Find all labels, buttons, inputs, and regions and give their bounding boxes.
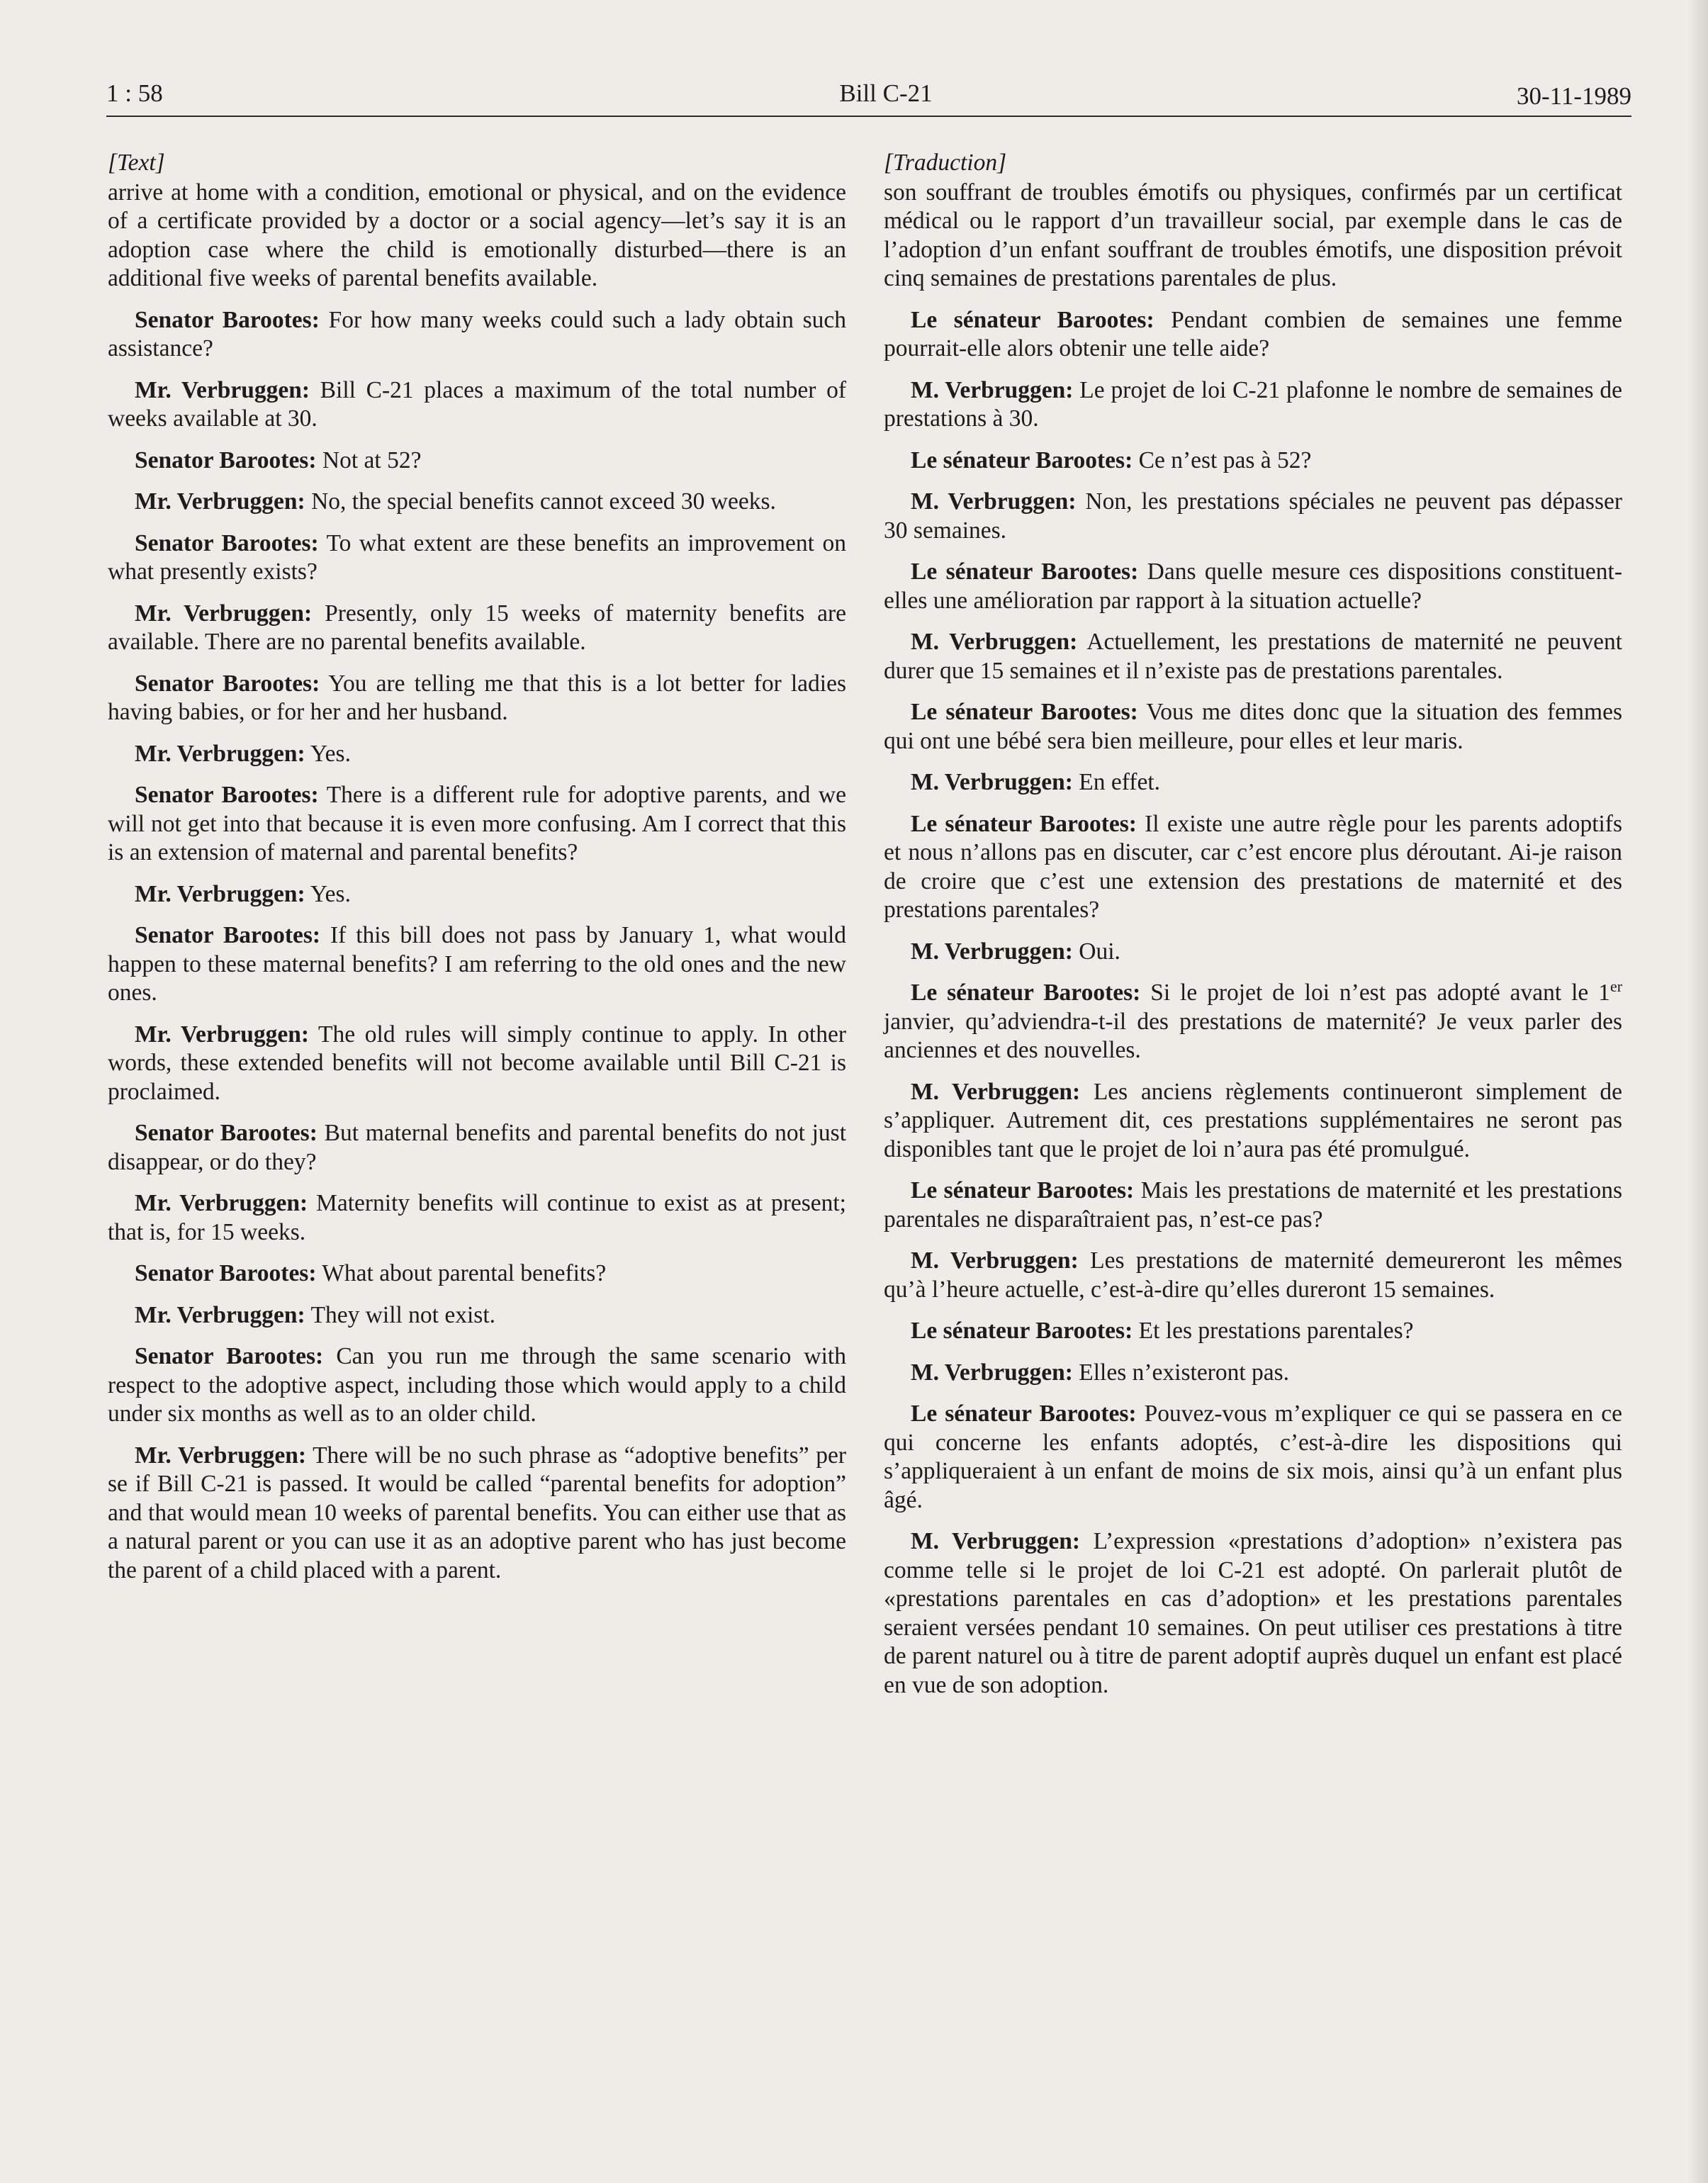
paragraph-text: Ce n’est pas à 52?	[1138, 447, 1312, 473]
transcript-paragraph	[108, 1189, 846, 1247]
transcript-paragraph	[108, 740, 846, 769]
transcript-paragraph	[108, 1301, 846, 1330]
transcript-paragraph	[884, 1359, 1622, 1388]
transcript-paragraph	[108, 781, 846, 868]
paragraph-text: For how many weeks could such a lady obtain such assistance?	[108, 306, 847, 361]
transcript-paragraph	[108, 306, 846, 364]
paragraph-text: If this bill does not pass by January 1, what would happen to these maternal benefits? I am referring to the old ones and the new ones.	[108, 922, 847, 1006]
paragraph-text: Not at 52?	[322, 447, 422, 473]
speaker-name: Mr. Verbruggen:	[135, 1190, 308, 1216]
transcript-paragraph	[884, 1177, 1622, 1234]
speaker-name: M. Verbruggen:	[911, 488, 1077, 515]
transcript-paragraph	[884, 558, 1622, 615]
speaker-name: Senator Barootes:	[135, 670, 320, 697]
paragraph-text: No, the special benefits cannot exceed 30 weeks.	[311, 488, 776, 515]
speaker-name: Senator Barootes:	[135, 1260, 317, 1286]
speaker-name: Le sénateur Barootes:	[911, 559, 1139, 585]
paragraph-text: To what extent are these benefits an improvement on what presently exists?	[108, 529, 846, 585]
speaker-name: Senator Barootes:	[135, 447, 317, 473]
french-column	[884, 149, 1622, 1712]
speaker-name: Mr. Verbruggen:	[135, 600, 313, 627]
speaker-name: Mr. Verbruggen:	[135, 880, 305, 907]
speaker-name: M. Verbruggen:	[911, 1247, 1079, 1274]
paragraph-text-continued: janvier, qu’adviendra-t-il des prestations de maternité? Je veux parler des anciennes et des nouvelles.	[884, 1008, 1622, 1063]
paragraph-text: Le projet de loi C-21 plafonne le nombre de semaines de prestations à 30.	[884, 376, 1623, 432]
paragraph-text: Les anciens règlements continueront simplement de s’appliquer. Autrement dit, ces prestations supplémentaires ne seront pas disponibles tant que le projet de loi n’aura pas été promulgué.	[884, 1078, 1623, 1162]
paragraph-text: The old rules will simply continue to apply. In other words, these extended benefits will not become available until Bill C-21 is proclaimed.	[108, 1021, 846, 1105]
speaker-name: M. Verbruggen:	[911, 629, 1078, 655]
transcript-paragraph	[884, 1247, 1622, 1304]
transcript-paragraph	[884, 938, 1622, 967]
speaker-name: M. Verbruggen:	[911, 1528, 1081, 1554]
paragraph-text: Pouvez-vous m’expliquer ce qui se passera en ce qui concerne les enfants adoptés, c’est-à-dire les dispositions qui s’appliqueraient à un enfant de moins de six mois, ainsi qu’à un enfant plus âgé.	[884, 1401, 1622, 1513]
transcript-paragraph	[108, 1342, 846, 1429]
paragraph-text: Les prestations de maternité demeureront les mêmes qu’à l’heure actuelle, c’est-à-dire qu’elles dureront 15 semaines.	[884, 1247, 1623, 1303]
page-number: 1 : 58	[106, 79, 163, 107]
transcript-paragraph	[884, 376, 1622, 434]
paragraph-text: What about parental benefits?	[322, 1260, 607, 1286]
paragraph-text: Mais les prestations de maternité et les prestations parentales ne disparaîtraient pas, n’est-ce pas?	[884, 1177, 1623, 1233]
paragraph-text: Bill C-21 places a maximum of the total number of weeks available at 30.	[108, 376, 847, 432]
speaker-name: Mr. Verbruggen:	[135, 1021, 309, 1048]
paragraph-text: Presently, only 15 weeks of maternity benefits are available. There are no parental benefits available.	[108, 600, 847, 655]
paragraph-text: They will not exist.	[310, 1301, 496, 1328]
transcript-paragraph	[108, 376, 846, 434]
paragraph-text: Elles n’existeront pas.	[1079, 1359, 1290, 1386]
bill-title: Bill C-21	[839, 79, 933, 107]
transcript-paragraph	[884, 1078, 1622, 1165]
speaker-name: M. Verbruggen:	[911, 1359, 1073, 1386]
transcript-paragraph	[884, 768, 1622, 797]
superscript: er	[1609, 977, 1623, 995]
transcript-paragraph	[108, 529, 846, 587]
speaker-name: Le sénateur Barootes:	[911, 980, 1141, 1006]
speaker-name: Senator Barootes:	[135, 1343, 324, 1369]
speaker-name: Senator Barootes:	[135, 529, 319, 556]
transcript-paragraph	[884, 1527, 1622, 1700]
page-header	[106, 72, 1631, 115]
speaker-name: Le sénateur Barootes:	[911, 699, 1138, 725]
transcript-paragraph	[108, 921, 846, 1008]
transcript-paragraph	[108, 1021, 846, 1107]
transcript-paragraph	[108, 670, 846, 727]
speaker-name: Mr. Verbruggen:	[135, 1301, 305, 1328]
paragraph-text: You are telling me that this is a lot better for ladies having babies, or for her and her husband.	[108, 670, 846, 725]
paragraph-text: There is a different rule for adoptive parents, and we will not get into that because it is even more confusing. Am I correct that this is an extension of maternal and parental benefits?	[108, 782, 846, 865]
paragraph-text: Maternity benefits will continue to exist as at present; that is, for 15 weeks.	[108, 1190, 846, 1245]
speaker-name: Le sénateur Barootes:	[911, 306, 1154, 333]
paragraph-text: En effet.	[1079, 769, 1160, 795]
speaker-name: Mr. Verbruggen:	[135, 488, 305, 515]
transcript-paragraph	[108, 488, 846, 517]
speaker-name: Mr. Verbruggen:	[135, 1442, 306, 1469]
speaker-name: Mr. Verbruggen:	[135, 376, 310, 403]
paragraph-text: Et les prestations parentales?	[1138, 1318, 1414, 1344]
speaker-name: M. Verbruggen:	[911, 376, 1074, 403]
paragraph-text: Oui.	[1079, 938, 1120, 965]
header-rule	[106, 116, 1631, 117]
speaker-name: Le sénateur Barootes:	[911, 1318, 1133, 1344]
paragraph-text: Vous me dites donc que la situation des femmes qui ont une bébé sera bien meilleure, pour elles et leur maris.	[884, 699, 1622, 754]
transcript-paragraph	[884, 698, 1622, 756]
speaker-name: M. Verbruggen:	[911, 769, 1073, 795]
paragraph-text: Il existe une autre règle pour les parents adoptifs et nous n’allons pas en discuter, car c’est encore plus déroutant. Ai-je raison de croire que c’est une extension des prestations de maternité et des prestations parentales?	[884, 810, 1623, 923]
transcript-paragraph	[884, 1400, 1622, 1515]
speaker-name: Le sénateur Barootes:	[911, 447, 1133, 473]
transcript-paragraph	[884, 447, 1622, 476]
transcript-paragraph	[108, 600, 846, 657]
transcript-paragraph	[884, 979, 1622, 1065]
page-edge-shadow	[1687, 0, 1708, 2183]
transcript-paragraph	[884, 1317, 1622, 1346]
paragraph-text: Yes.	[310, 740, 351, 767]
english-column	[108, 149, 846, 1598]
paragraph-text: son souffrant de troubles émotifs ou physiques, confirmés par un certificat médical ou le rapport d’un travailleur social, par exemple dans le cas de l’adoption d’un enfant souffrant de troubles émotifs, une disposition prévoit cinq semaines de prestations parentales de plus.	[884, 179, 1622, 291]
paragraph-text: Yes.	[310, 880, 351, 907]
paragraph-text: L’expression «prestations d’adoption» n’existera pas comme telle si le projet de loi C-21 est adopté. On parlerait plutôt de «prestations parentales en cas d’adoption» et les prestations parentales seraient versées pendant 10 semaines. On peut utiliser ces prestations à titre de parent naturel ou à titre de parent adoptif auprès duquel un enfant est placé en vue de son adoption.	[884, 1528, 1623, 1698]
transcript-paragraph	[884, 628, 1622, 685]
section-label: [Traduction]	[884, 150, 1007, 176]
paragraph-text: But maternal benefits and parental benefits do not just disappear, or do they?	[108, 1120, 847, 1175]
paragraph-text: Can you run me through the same scenario with respect to the adoptive aspect, including those which would apply to a child under six months as well as to an older child.	[108, 1343, 846, 1427]
paragraph-text: There will be no such phrase as “adoptive benefits” per se if Bill C-21 is passed. It would be called “parental benefits for adoption” and that would mean 10 weeks of parental benefits. You can either use that as a natural parent or you can use it as an adoptive parent who has just become the parent of a child placed with a parent.	[108, 1442, 846, 1583]
speaker-name: Le sénateur Barootes:	[911, 1401, 1137, 1427]
transcript-paragraph	[108, 447, 846, 476]
transcript-paragraph	[884, 810, 1622, 925]
transcript-paragraph	[108, 179, 846, 293]
paragraph-text: Si le projet de loi n’est pas adopté avant le 1	[1150, 980, 1610, 1006]
speaker-name: Mr. Verbruggen:	[135, 740, 305, 767]
speaker-name: M. Verbruggen:	[911, 1078, 1081, 1105]
speaker-name: Senator Barootes:	[135, 922, 321, 948]
speaker-name: M. Verbruggen:	[911, 938, 1073, 965]
speaker-name: Le sénateur Barootes:	[911, 1177, 1135, 1203]
speaker-name: Le sénateur Barootes:	[911, 810, 1137, 837]
transcript-paragraph	[108, 1259, 846, 1289]
header-date: 30-11-1989	[1516, 82, 1631, 110]
speaker-name: Senator Barootes:	[135, 306, 320, 333]
transcript-paragraph	[884, 306, 1622, 364]
paragraph-text: Actuellement, les prestations de maternité ne peuvent durer que 15 semaines et il n’existe pas de prestations parentales.	[884, 629, 1622, 684]
transcript-paragraph	[884, 179, 1622, 293]
transcript-paragraph	[884, 488, 1622, 545]
transcript-paragraph	[108, 1442, 846, 1586]
speaker-name: Senator Barootes:	[135, 782, 319, 808]
paragraph-text: Dans quelle mesure ces dispositions constituent-elles une amélioration par rapport à la situation actuelle?	[884, 559, 1623, 614]
section-label: [Text]	[108, 150, 165, 176]
paragraph-text: Pendant combien de semaines une femme pourrait-elle alors obtenir une telle aide?	[884, 306, 1623, 361]
paragraph-text: arrive at home with a condition, emotional or physical, and on the evidence of a certificate provided by a doctor or a social agency—let’s say it is an adoption case where the child is emotionally disturbed—there is an additional five weeks of parental benefits available.	[108, 179, 846, 291]
transcript-paragraph	[108, 1119, 846, 1177]
paragraph-text: Non, les prestations spéciales ne peuvent pas dépasser 30 semaines.	[884, 488, 1623, 544]
transcript-paragraph	[108, 880, 846, 909]
speaker-name: Senator Barootes:	[135, 1120, 318, 1146]
